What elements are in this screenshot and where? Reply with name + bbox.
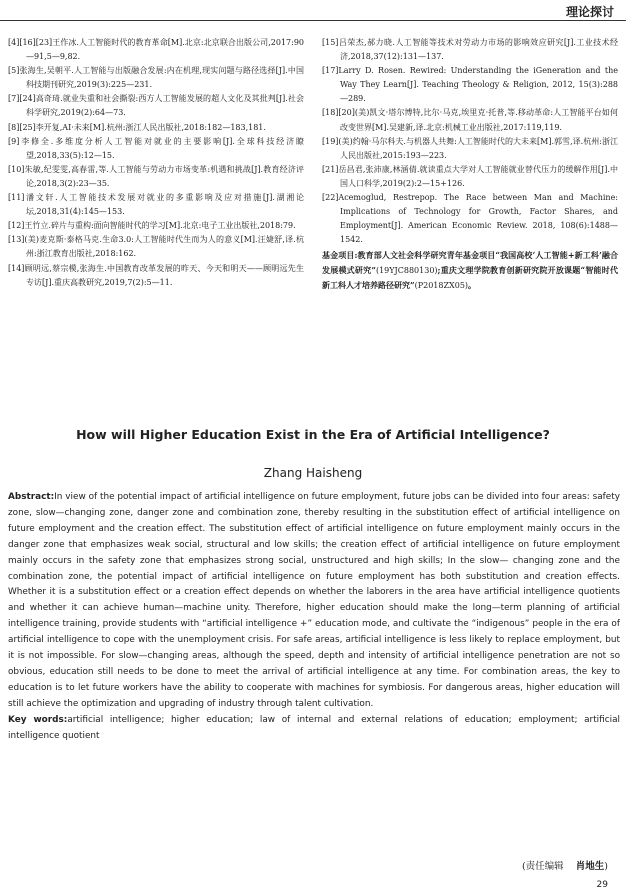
keywords-label: Key words: [8,714,68,725]
abstract-text: In view of the potential impact of artificial intelligence on future employment, future jobs can be divided into four areas: safety zone, slow—changing zone, danger zone and combination zone, thereby resulting in the substitution effect of artificial intelligence on future employment and the creation effect. The substitution effect of artificial intelligence on future employment mainly occurs in the danger zone that emphasizes weak social, structural and low skills; the creation effect of artificial intelligence on future employment mainly occurs in the safety zone that emphasizes strong social, unstructured and high skills; In the slow— changing zone and the combination zone, the potential impact of artificial intelligence on future employment has both substitution and creation effects. Whether it is a substitution effect or a creation effect depends on whether the laborers in the area have artificial intelligence quotients and whether it can achieve human—machine unity. Therefore, higher education should make the long—term planning of artificial intelligence training, provide students with “artificial intelligence +” education mode, and cultivate the “indigenous” people in the era of artificial intelligence to cope with the unemployment crisis. For safe areas, artificial intelligence is less likely to replace employment, but it is not impossible. For slow—changing areas, although the speed, depth and intensity of artificial intelligence penetration are not so obvious, education still needs to be done to meet the arrival of artificial intelligence at any time. For combination areas, the key to education is to let future workers have the ability to cooperate with machines for symbiosis. For dangerous areas, higher education will still achieve the optimization and upgrading of industry through talent cultivation. [8,492,620,709]
keywords-paragraph [8,713,620,745]
keywords-text: artificial intelligence; higher education; law of internal and external relations of education; employment; artificial intelligence quotient [8,714,620,741]
english-title: How will Higher Education Exist in the Era of Artificial Intelligence? [76,427,550,442]
english-abstract-block [8,490,620,745]
reference-item: [22]Acemoglud, Restrepop. The Race between Man and Machine: Implications of Technology for Growth, Factor Shares, and Employment[J]. American Economic Review. 2018, 108(6):1488—1542. [322,193,618,245]
editor-name: 肖地生 [575,861,605,872]
funding-text-2: ;重庆文理学院教育创新研究院开放课题“智能时代新工科人才培养路径研究” [322,264,618,290]
abstract-paragraph [8,490,620,713]
reference-item: [15]吕荣杰,郝力晓.人工智能等技术对劳动力市场的影响效应研究[J].工业技术经济,2018,37(12):131—137. [322,38,618,62]
reference-item: [14]顾明远,蔡宗模,张海生.中国教育改革发展的昨天、今天和明天——顾明远先生专访[J].重庆高教研究,2019,7(2):5—11. [8,263,304,287]
reference-item: [17]Larry D. Rosen. Rewired: Understanding the iGeneration and the Way They Learn[J]. Teaching Theology & Religion, 2012, 15(3):288—289. [322,66,618,104]
reference-item: [8][25]李开复,AI·未来[M].杭州:浙江人民出版社,2018:182—183,181. [8,122,266,132]
english-author: Zhang Haisheng [263,466,363,480]
reference-item: [5]张海生,吴朝平.人工智能与出版融合发展:内在机理,现实问题与路径选择[J].中国科技期刊研究,2019(3):225—231. [8,66,304,90]
reference-item: [9]李修全.多维度分析人工智能对就业的主要影响[J].全球科技经济瞭望,2018,33(5):12—15. [8,136,304,160]
references-left-column [8,36,304,290]
reference-item: [12]王竹立.碎片与重构:面向智能时代的学习[M].北京:电子工业出版社,2018:79. [8,221,296,231]
editor-note [522,858,608,872]
funding-grant-2: (P2018ZX05) [414,280,469,290]
header-rule [0,20,626,21]
funding-note [322,248,618,292]
reference-item: [18][20](美)凯文·塔尔博特,比尔·马克,埃里克·托普,等.移动革命:人工智能平台如何改变世界[M].吴建新,译.北京:机械工业出版社,2017:119,119. [322,108,618,132]
abstract-label: Abstract: [8,492,55,502]
reference-item: [4][16][23]王作冰.人工智能时代的教育革命[M].北京:北京联合出版公司,2017:90—91,5—9,82. [8,38,304,62]
reference-item: [10]朱敏,纪雯雯,高春雷,等.人工智能与劳动力市场变革:机遇和挑战[J].教育经济评论,2018,3(2):23—35. [8,164,304,188]
reference-item: [13](美)麦克斯·泰格马克.生命3.0:人工智能时代生而为人的意义[M].汪婕舒,译.杭州:浙江教育出版社,2018:162. [8,235,304,259]
editor-prefix: (责任编辑 [521,861,564,872]
reference-item: [19](美)约翰·马尔科夫.与机器人共舞:人工智能时代的大未来[M].郭雪,译.杭州:浙江人民出版社,2015:193—223. [322,136,618,160]
page-number: 29 [596,880,608,890]
reference-item: [21]岳昌君,张沛康,林涵倩.就读重点大学对人工智能就业替代压力的缓解作用[J].中国人口科学,2019(2):2—15+126. [322,164,618,188]
funding-text-1: 基金项目:教育部人文社会科学研究青年基金项目“我国高校‘人工智能+新工科’融合发展模式研究” [322,250,618,275]
section-header: 理论探讨 [565,5,614,19]
references-right-column [322,36,618,293]
editor-suffix: ) [604,861,608,872]
reference-item: [7][24]高奇琦.就业失重和社会撕裂:西方人工智能发展的超人文化及其批判[J].社会科学研究,2019(2):64—73. [8,94,304,118]
funding-text-3: 。 [468,279,477,290]
reference-item: [11]潘文轩.人工智能技术发展对就业的多重影响及应对措施[J].湖湘论坛,2018,31(4):145—153. [8,193,304,217]
funding-grant-1: (19YJC880130) [375,265,438,275]
